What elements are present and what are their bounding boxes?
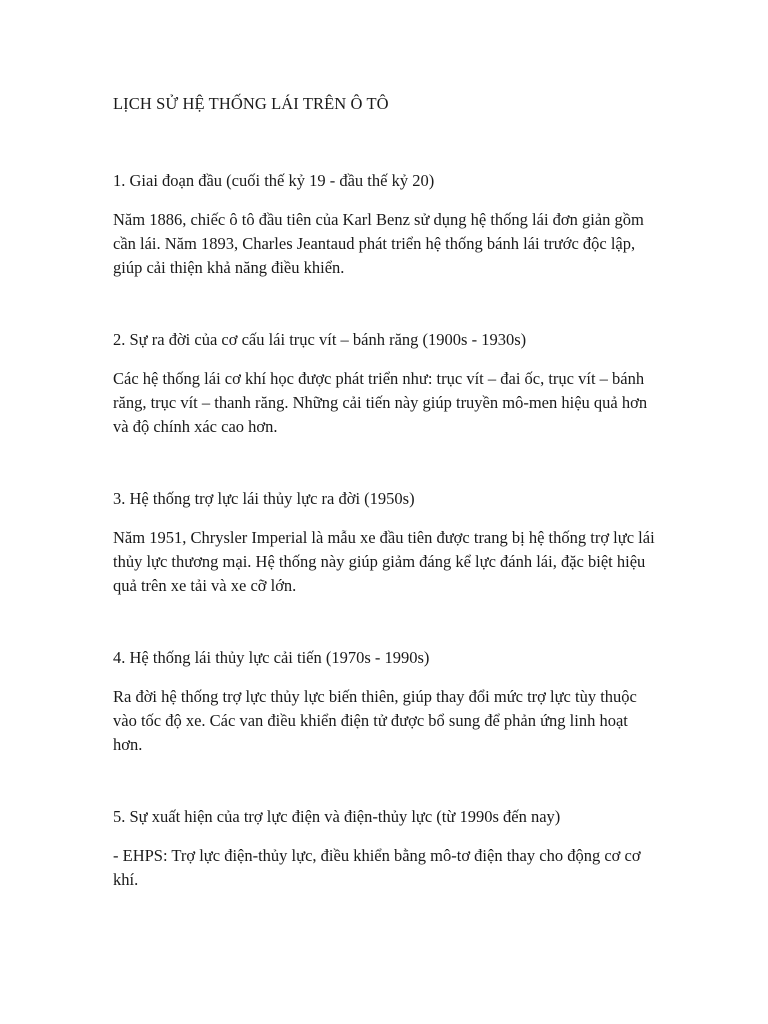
section-body: Năm 1886, chiếc ô tô đầu tiên của Karl Benz sử dụng hệ thống lái đơn giản gồm cần lái. Năm 1893, Charles Jeantaud phát triển hệ thống bánh lái trước độc lập, giúp cải thiện khả năng điều khiển. — [113, 210, 644, 277]
section-body: Các hệ thống lái cơ khí học được phát triển như: trục vít – đai ốc, trục vít – bánh răng, trục vít – thanh răng. Những cải tiến này giúp truyền mô-men hiệu quả hơn và độ chính xác cao hơn. — [113, 369, 648, 436]
section-5 — [113, 805, 658, 892]
section-heading: 4. Hệ thống lái thủy lực cải tiến (1970s - 1990s) — [113, 648, 430, 667]
document-content — [113, 92, 658, 940]
section-heading: 1. Giai đoạn đầu (cuối thế kỷ 19 - đầu thế kỷ 20) — [113, 171, 435, 190]
section-body: Năm 1951, Chrysler Imperial là mẫu xe đầu tiên được trang bị hệ thống trợ lực lái thủy lực thương mại. Hệ thống này giúp giảm đáng kể lực đánh lái, đặc biệt hiệu quả trên xe tải và xe cỡ lớn. — [113, 528, 655, 595]
section-4 — [113, 646, 658, 757]
document-title: LỊCH SỬ HỆ THỐNG LÁI TRÊN Ô TÔ — [113, 94, 389, 113]
section-1 — [113, 169, 658, 280]
section-heading: 3. Hệ thống trợ lực lái thủy lực ra đời (1950s) — [113, 489, 415, 508]
section-heading: 2. Sự ra đời của cơ cấu lái trục vít – bánh răng (1900s - 1930s) — [113, 330, 527, 349]
section-body: Ra đời hệ thống trợ lực thủy lực biến thiên, giúp thay đổi mức trợ lực tùy thuộc vào tốc độ xe. Các van điều khiển điện tử được bổ sung để phản ứng linh hoạt hơn. — [113, 687, 637, 754]
section-body: - EHPS: Trợ lực điện-thủy lực, điều khiển bằng mô-tơ điện thay cho động cơ cơ khí. — [113, 846, 641, 889]
section-heading: 5. Sự xuất hiện của trợ lực điện và điện-thủy lực (từ 1990s đến nay) — [113, 807, 561, 826]
section-2 — [113, 328, 658, 439]
section-3 — [113, 487, 658, 598]
